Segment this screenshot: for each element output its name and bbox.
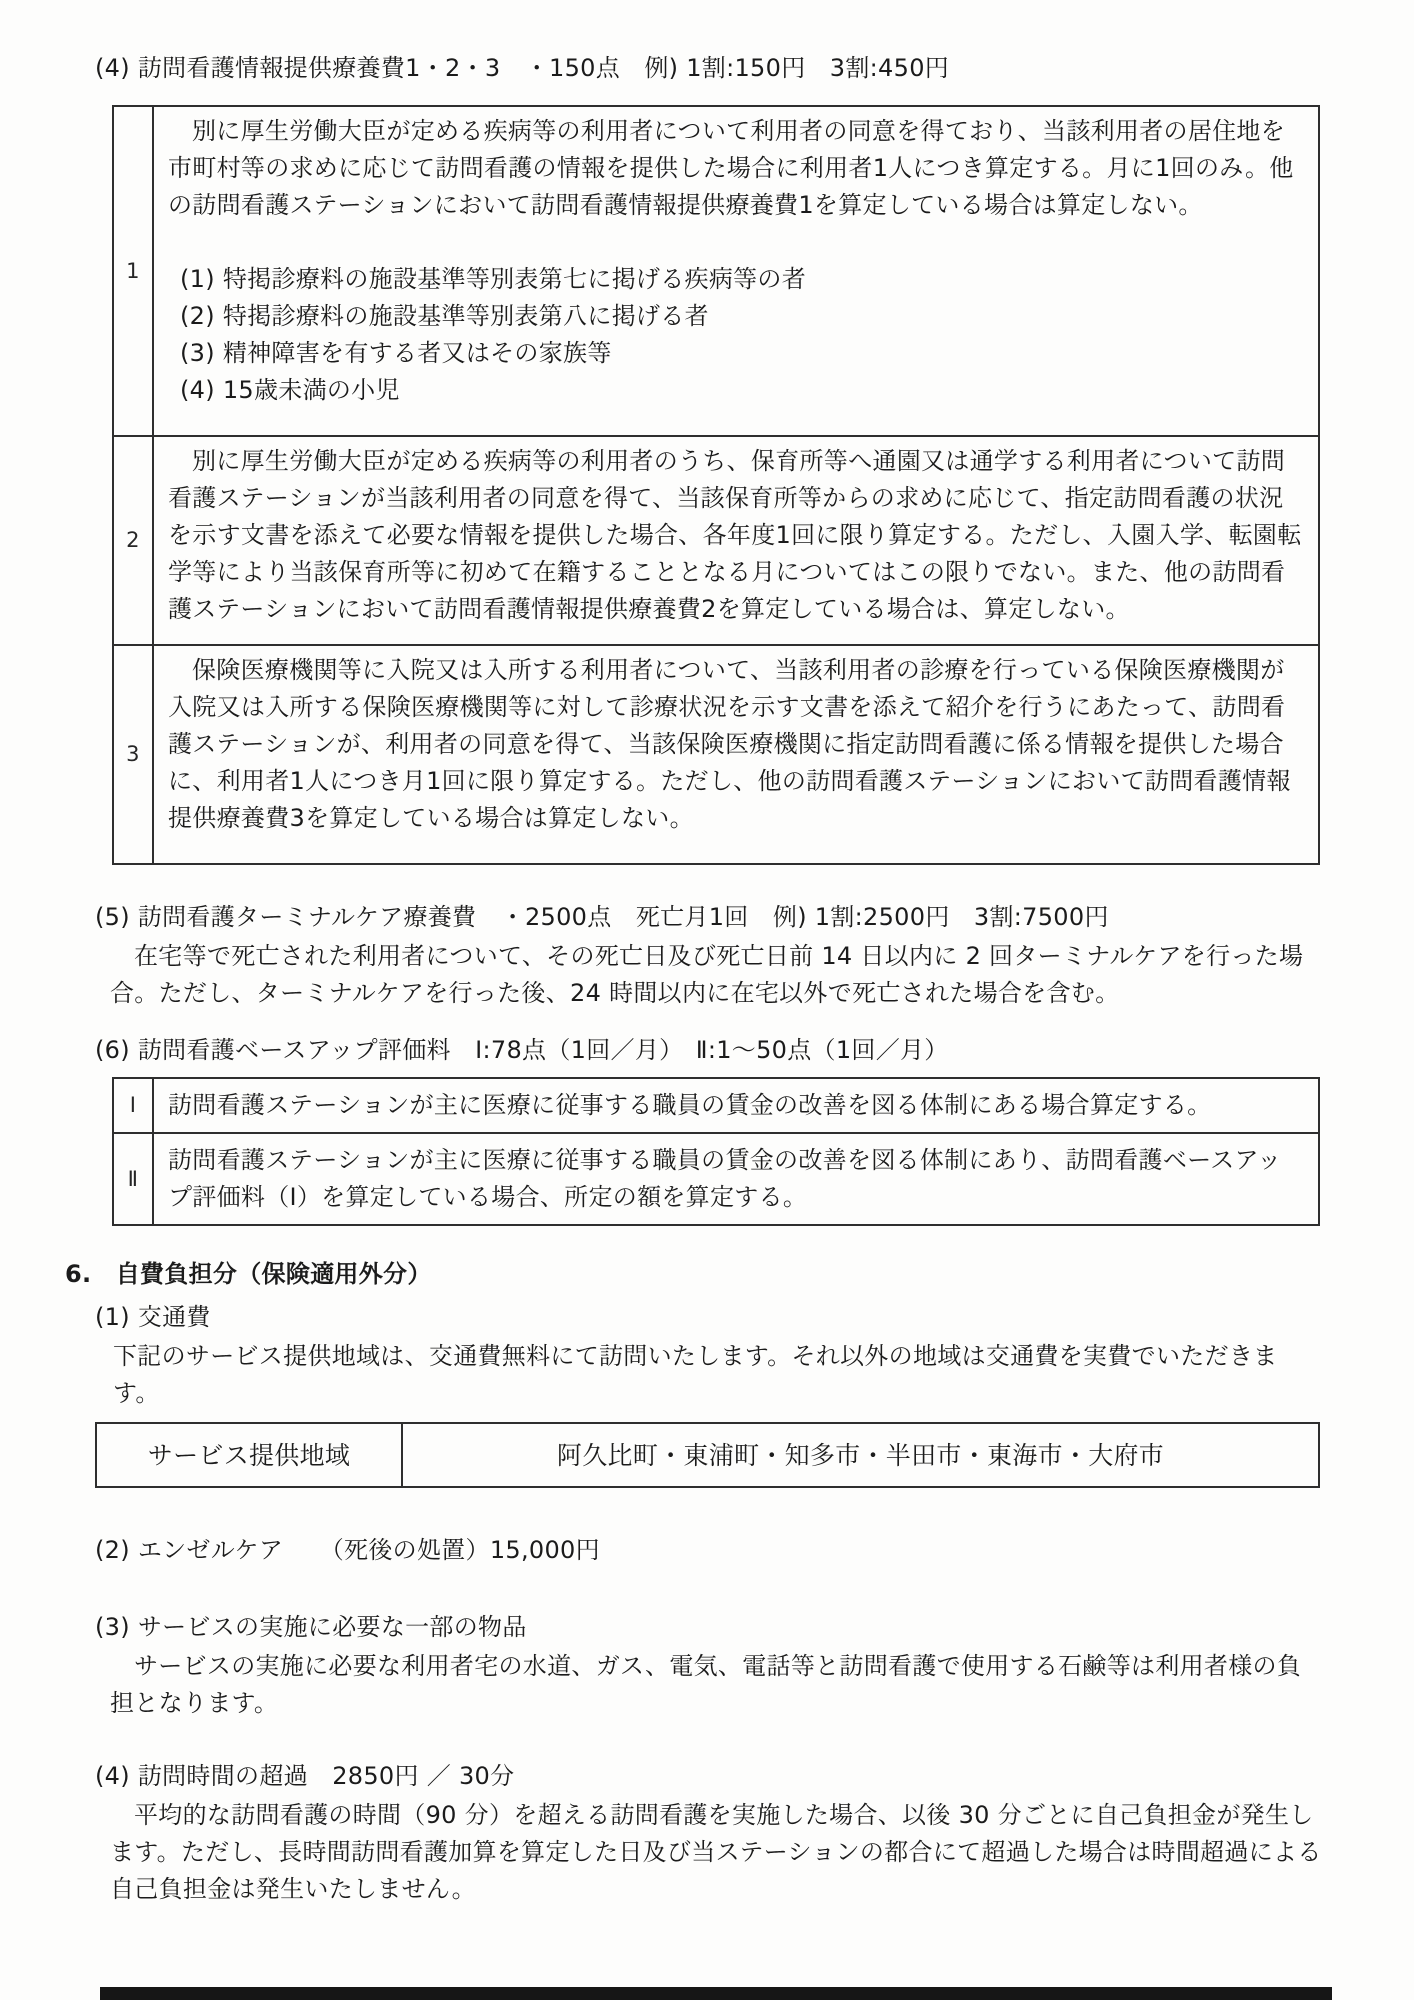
selfpay-item1-heading: (1) 交通費 [95, 1303, 211, 1331]
list-item: (3) 精神障害を有する者又はその家族等 [180, 339, 612, 367]
row-content [153, 106, 1319, 436]
row-number: Ⅱ [113, 1133, 153, 1225]
section5-heading: (5) 訪問看護ターミナルケア療養費 ・2500点 死亡月1回 例) 1割:2500円 3割:7500円 [95, 903, 1109, 931]
row-content [153, 436, 1319, 645]
row-number: 2 [113, 436, 153, 645]
row-number: Ⅰ [113, 1078, 153, 1133]
table-row [113, 645, 1319, 864]
table-row [113, 436, 1319, 645]
selfpay-item4-body: 平均的な訪問看護の時間（90 分）を超える訪問看護を実施した場合、以後 30 分ごとに自己負担金が発生します。ただし、長時間訪問看護加算を算定した日及び当ステーションの都合にて超過した場合は時間超過による自己負担金は発生いたしません。 [110, 1801, 1322, 1903]
section4-heading: (4) 訪問看護情報提供療養費1・2・3 ・150点 例) 1割:150円 3割:450円 [95, 54, 950, 82]
row-content [153, 645, 1319, 864]
selfpay-heading: 6. 自費負担分（保険適用外分） [65, 1260, 432, 1288]
section4-table [112, 105, 1320, 865]
table-row [96, 1423, 1319, 1487]
list-item: (1) 特掲診療料の施設基準等別表第七に掲げる疾病等の者 [180, 265, 807, 293]
table-row [113, 1133, 1319, 1225]
section6-heading: (6) 訪問看護ベースアップ評価料 Ⅰ:78点（1回／月） Ⅱ:1～50点（1回／月） [95, 1036, 949, 1064]
scan-artifact-bar [100, 1987, 1332, 2000]
selfpay-item4-heading: (4) 訪問時間の超過 2850円 ／ 30分 [95, 1762, 515, 1790]
row-content: 訪問看護ステーションが主に医療に従事する職員の賃金の改善を図る体制にある場合算定する。 [153, 1078, 1319, 1133]
row-paragraph: 保険医療機関等に入院又は入所する利用者について、当該利用者の診療を行っている保険医療機関が入院又は入所する保険医療機関等に対して診療状況を示す文書を添えて紹介を行うにあたって、訪問看護ステーションが、利用者の同意を得て、当該保険医療機関に指定訪問看護に係る情報を提供した場合に、利用者1人につき月1回に限り算定する。ただし、他の訪問看護ステーションにおいて訪問看護情報提供療養費3を算定している場合は算定しない。 [168, 656, 1291, 832]
selfpay-item1-body: 下記のサービス提供地域は、交通費無料にて訪問いたします。それ以外の地域は交通費を実費でいただきます。 [113, 1342, 1278, 1407]
row-paragraph: 別に厚生労働大臣が定める疾病等の利用者について利用者の同意を得ており、当該利用者の居住地を市町村等の求めに応じて訪問看護の情報を提供した場合に利用者1人につき算定する。月に1回のみ。他の訪問看護ステーションにおいて訪問看護情報提供療養費1を算定している場合は算定しない。 [168, 117, 1294, 219]
service-area-value: 阿久比町・東浦町・知多市・半田市・東海市・大府市 [402, 1423, 1319, 1487]
service-area-label: サービス提供地域 [96, 1423, 402, 1487]
row-paragraph: 別に厚生労働大臣が定める疾病等の利用者のうち、保育所等へ通園又は通学する利用者について訪問看護ステーションが当該利用者の同意を得て、当該保育所等からの求めに応じて、指定訪問看護の状況を示す文書を添えて必要な情報を提供した場合、各年度1回に限り算定する。ただし、入園入学、転園転学等により当該保育所等に初めて在籍することとなる月についてはこの限りでない。また、他の訪問看護ステーションにおいて訪問看護情報提供療養費2を算定している場合は、算定しない。 [168, 447, 1302, 623]
condition-list [180, 261, 1304, 409]
row-number: 3 [113, 645, 153, 864]
selfpay-item3-body: サービスの実施に必要な利用者宅の水道、ガス、電気、電話等と訪問看護で使用する石鹸等は利用者様の負担となります。 [110, 1652, 1302, 1717]
service-area-table [95, 1422, 1320, 1488]
row-number: 1 [113, 106, 153, 436]
selfpay-item3-heading: (3) サービスの実施に必要な一部の物品 [95, 1613, 527, 1641]
section5-body: 在宅等で死亡された利用者について、その死亡日及び死亡日前 14 日以内に 2 回ターミナルケアを行った場合。ただし、ターミナルケアを行った後、24 時間以内に在宅以外で死亡された場合を含む。 [110, 942, 1304, 1007]
list-item: (2) 特掲診療料の施設基準等別表第八に掲げる者 [180, 302, 709, 330]
section6-table [112, 1077, 1320, 1226]
table-row [113, 106, 1319, 436]
table-row [113, 1078, 1319, 1133]
list-item: (4) 15歳未満の小児 [180, 376, 400, 404]
selfpay-item2-heading: (2) エンゼルケア （死後の処置）15,000円 [95, 1536, 600, 1564]
row-content: 訪問看護ステーションが主に医療に従事する職員の賃金の改善を図る体制にあり、訪問看護ベースアップ評価料（Ⅰ）を算定している場合、所定の額を算定する。 [153, 1133, 1319, 1225]
